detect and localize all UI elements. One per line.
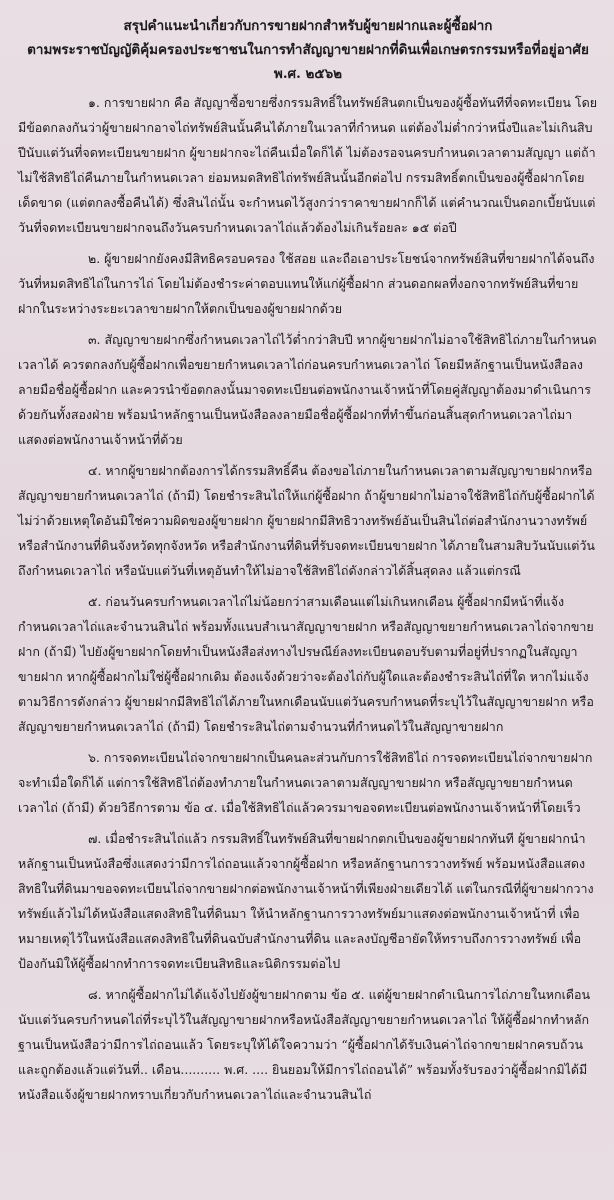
document-title-line-1: สรุปคำแนะนำเกี่ยวกับการขายฝากสำหรับผู้ขายฝากและผู้ซื้อฝาก	[123, 18, 493, 34]
paragraph-3: ๓. สัญญาขายฝากซึ่งกำหนดเวลาไถ่ไว้ต่ำกว่าสิบปี หากผู้ขายฝากไม่อาจใช้สิทธิไถ่ภายในกำหนดเวลาได้ ควรตกลงกับผู้ซื้อฝากเพื่อขยายกำหนดเวลาไถ่ก่อนครบกำหนดเวลาไถ่ โดยมีหลักฐานเป็นหนังสือลงลายมือชื่อผู้ซื้อฝาก และควรนำข้อตกลงนั้นมาจดทะเบียนต่อพนักงานเจ้าหน้าที่โดยคู่สัญญาต้องมาดำเนินการด้วยกันทั้งสองฝ่าย พร้อมนำหลักฐานเป็นหนังสือลงลายมือชื่อผู้ซื้อฝากที่ทำขึ้นก่อนสิ้นสุดกำหนดเวลาไถ่มาแสดงต่อพนักงานเจ้าหน้าที่ด้วย	[18, 332, 597, 447]
paragraph-7: ๗. เมื่อชำระสินไถ่แล้ว กรรมสิทธิ์ในทรัพย์สินที่ขายฝากตกเป็นของผู้ขายฝากทันที ผู้ขายฝากนำหลักฐานเป็นหนังสือซึ่งแสดงว่ามีการไถ่ถอนแล้วจากผู้ซื้อฝาก หรือหลักฐานการวางทรัพย์ พร้อมหนังสือแสดงสิทธิในที่ดินมาขอจดทะเบียนไถ่จากขายฝากต่อพนักงานเจ้าหน้าที่เพียงฝ่ายเดียวได้ แต่ในกรณีที่ผู้ขายฝากวางทรัพย์แล้วไม่ได้หนังสือแสดงสิทธิในที่ดินมา ให้นำหลักฐานการวางทรัพย์มาแสดงต่อพนักงานเจ้าหน้าที่ เพื่อหมายเหตุไว้ในหนังสือแสดงสิทธิในที่ดินฉบับสำนักงานที่ดิน และลงบัญชีอายัดให้ทราบถึงการวางทรัพย์ เพื่อป้องกันมิให้ผู้ซื้อฝากทำการจดทะเบียนสิทธิและนิติกรรมต่อไป	[18, 831, 594, 971]
paragraph-8: ๘. หากผู้ซื้อฝากไม่ได้แจ้งไปยังผู้ขายฝากตาม ข้อ ๕. แต่ผู้ขายฝากดำเนินการไถ่ภายในหกเดือน นับแต่วันครบกำหนดไถ่ที่ระบุไว้ในสัญญาขายฝากหรือหนังสือสัญญาขยายกำหนดเวลาไถ่ ให้ผู้ซื้อฝากทำหลักฐานเป็นหนังสือว่ามีการไถ่ถอนแล้ว โดยระบุให้ได้ใจความว่า “ผู้ซื้อฝากได้รับเงินค่าไถ่จากขายฝากครบถ้วนและถูกต้องแล้วแต่วันที่.. เดือน.......... พ.ศ. .... ยินยอมให้มีการไถ่ถอนได้” พร้อมทั้งรับรองว่าผู้ซื้อฝากมิได้มีหนังสือแจ้งผู้ขายฝากทราบเกี่ยวกับกำหนดเวลาไถ่และจำนวนสินไถ่	[18, 987, 591, 1102]
paragraph-4: ๔. หากผู้ขายฝากต้องการได้กรรมสิทธิ์คืน ต้องขอไถ่ภายในกำหนดเวลาตามสัญญาขายฝากหรือสัญญาขยายกำหนดเวลาไถ่ (ถ้ามี) โดยชำระสินไถ่ให้แก่ผู้ซื้อฝาก ถ้าผู้ขายฝากไม่อาจใช้สิทธิไถ่กับผู้ซื้อฝากได้ ไม่ว่าด้วยเหตุใดอันมิใช่ความผิดของผู้ขายฝาก ผู้ขายฝากมีสิทธิวางทรัพย์อันเป็นสินไถ่ต่อสำนักงานวางทรัพย์หรือสำนักงานที่ดินจังหวัดทุกจังหวัด หรือสำนักงานที่ดินที่รับจดทะเบียนขายฝาก ได้ภายในสามสิบวันนับแต่วันถึงกำหนดเวลาไถ่ หรือนับแต่วันที่เหตุอันทำให้ไม่อาจใช้สิทธิไถ่ดังกล่าวได้สิ้นสุดลง แล้วแต่กรณี	[18, 463, 595, 578]
document-title-line-2: ตามพระราชบัญญัติคุ้มครองประชาชนในการทำสัญญาขายฝากที่ดินเพื่อเกษตรกรรมหรือที่อยู่อาศัย พ.ศ. ๒๕๖๒	[27, 42, 589, 82]
paragraph-2: ๒. ผู้ขายฝากยังคงมีสิทธิครอบครอง ใช้สอย และถือเอาประโยชน์จากทรัพย์สินที่ขายฝากได้จนถึงวันที่หมดสิทธิไถ่ในการไถ่ โดยไม่ต้องชำระค่าตอบแทนให้แก่ผู้ซื้อฝาก ส่วนดอกผลที่งอกจากทรัพย์สินที่ขายฝากในระหว่างระยะเวลาขายฝากให้ตกเป็นของผู้ขายฝากด้วย	[18, 251, 595, 316]
paragraph-6: ๖. การจดทะเบียนไถ่จากขายฝากเป็นคนละส่วนกับการใช้สิทธิไถ่ การจดทะเบียนไถ่จากขายฝากจะทำเมื่อใดก็ได้ แต่การใช้สิทธิไถ่ต้องทำภายในกำหนดเวลาตามสัญญาขายฝาก หรือสัญญาขยายกำหนดเวลาไถ่ (ถ้ามี) ด้วยวิธีการตาม ข้อ ๔. เมื่อใช้สิทธิไถ่แล้วควรมาขอจดทะเบียนต่อพนักงานเจ้าหน้าที่โดยเร็ว	[18, 750, 593, 815]
paragraph-5: ๕. ก่อนวันครบกำหนดเวลาไถ่ไม่น้อยกว่าสามเดือนแต่ไม่เกินหกเดือน ผู้ซื้อฝากมีหน้าที่แจ้งกำหนดเวลาไถ่และจำนวนสินไถ่ พร้อมทั้งแนบสำเนาสัญญาขายฝาก หรือสัญญาขยายกำหนดเวลาไถ่จากขายฝาก (ถ้ามี) ไปยังผู้ขายฝากโดยทำเป็นหนังสือส่งทางไปรษณีย์ลงทะเบียนตอบรับตามที่อยู่ที่ปรากฏในสัญญาขายฝาก หากผู้ซื้อฝากไม่ใช่ผู้ซื้อฝากเดิม ต้องแจ้งด้วยว่าจะต้องไถ่กับผู้ใดและต้องชำระสินไถ่ที่ใด หากไม่แจ้งตามวิธีการดังกล่าว ผู้ขายฝากมีสิทธิไถ่ได้ภายในหกเดือนนับแต่วันครบกำหนดที่ระบุไว้ในสัญญาขายฝาก หรือสัญญาขยายกำหนดเวลาไถ่ (ถ้ามี) โดยชำระสินไถ่ตามจำนวนที่กำหนดไว้ในสัญญาขายฝาก	[18, 594, 594, 734]
paragraph-1: ๑. การขายฝาก คือ สัญญาซื้อขายซึ่งกรรมสิทธิ์ในทรัพย์สินตกเป็นของผู้ซื้อทันทีที่จดทะเบียน โดยมีข้อตกลงกันว่าผู้ขายฝากอาจไถ่ทรัพย์สินนั้นคืนได้ภายในเวลาที่กำหนด แต่ต้องไม่ต่ำกว่าหนึ่งปีและไม่เกินสิบปีนับแต่วันที่จดทะเบียนขายฝาก ผู้ขายฝากจะไถ่คืนเมื่อใดก็ได้ ไม่ต้องรอจนครบกำหนดเวลาตามสัญญา แต่ถ้าไม่ใช้สิทธิไถ่คืนภายในกำหนดเวลา ย่อมหมดสิทธิไถ่ทรัพย์สินนั้นอีกต่อไป กรรมสิทธิ์ตกเป็นของผู้ซื้อฝากโดยเด็ดขาด (แต่ตกลงซื้อคืนได้) ซึ่งสินไถ่นั้น จะกำหนดไว้สูงกว่าราคาขายฝากก็ได้ แต่คำนวณเป็นดอกเบี้ยนับแต่วันที่จดทะเบียนขายฝากจนถึงวันครบกำหนดเวลาไถ่แล้วต้องไม่เกินร้อยละ ๑๕ ต่อปี	[18, 95, 598, 235]
